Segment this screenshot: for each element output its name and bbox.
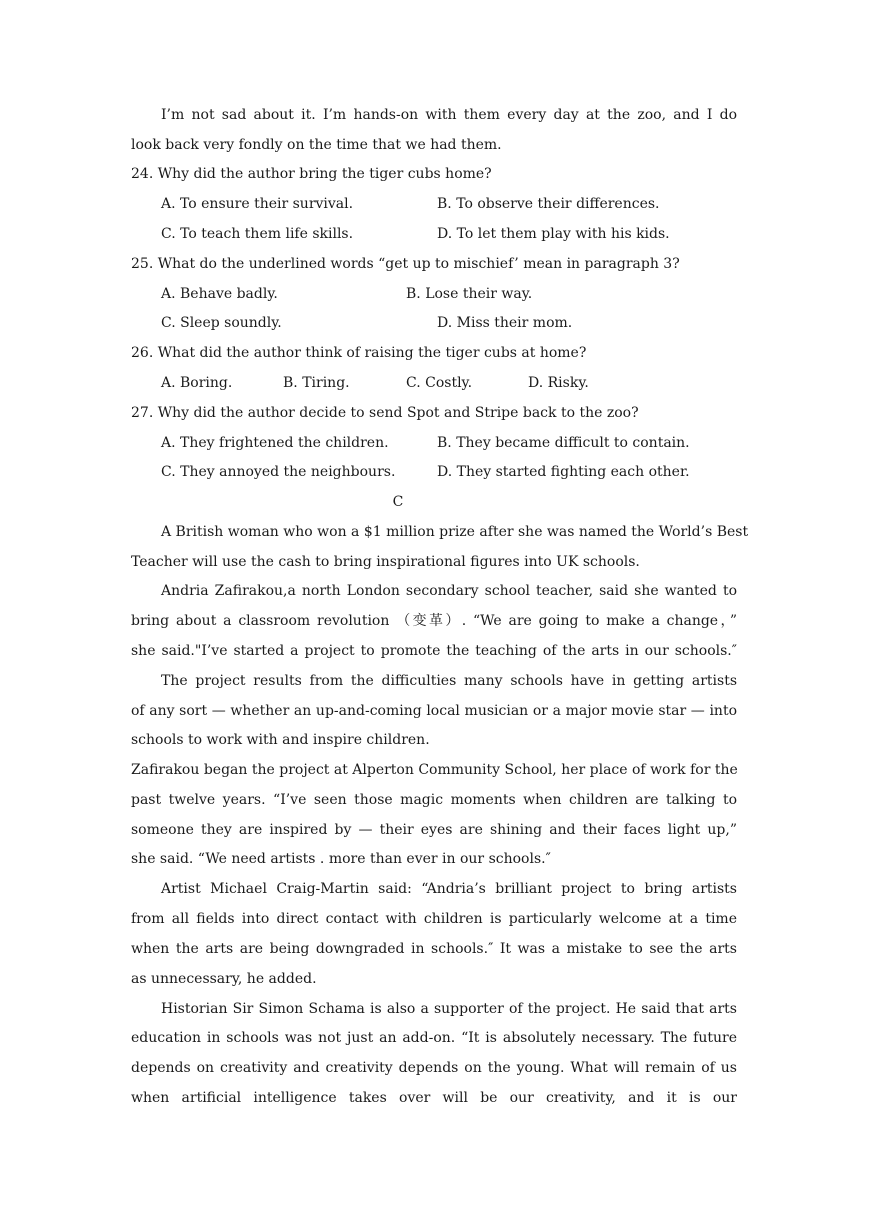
passage-line: as unnecessary, he added. (131, 971, 317, 987)
passage-line: education in schools was not just an add-on. “It is absolutely necessary. The future (131, 1030, 737, 1046)
passage-line: past twelve years. “I’ve seen those magic moments when children are talking to (131, 792, 737, 808)
option-a[interactable]: A. Behave badly. (161, 286, 278, 302)
option-a[interactable]: A. To ensure their survival. (161, 196, 354, 212)
question-stem-24: 24. Why did the author bring the tiger cubs home? (131, 166, 492, 182)
passage-line: look back very fondly on the time that we had them. (131, 137, 502, 153)
option-b[interactable]: B. Tiring. (283, 375, 350, 391)
question-stem-26: 26. What did the author think of raising the tiger cubs at home? (131, 345, 587, 361)
passage-line: of any sort — whether an up-and-coming local musician or a major movie star — into (131, 703, 737, 719)
question-stem-25: 25. What do the underlined words “get up to mischief’ mean in paragraph 3? (131, 256, 680, 272)
option-c[interactable]: C. They annoyed the neighbours. (161, 464, 396, 480)
passage-line: when the arts are being downgraded in schools.″ It was a mistake to see the arts (131, 941, 737, 957)
option-b[interactable]: B. Lose their way. (406, 286, 533, 302)
section-heading: C (392, 494, 404, 510)
passage-line: Zafirakou began the project at Alperton Community School, her place of work for the (131, 762, 738, 778)
passage-line: she said."I’ve started a project to promote the teaching of the arts in our schools.″ (131, 643, 737, 659)
passage-line: bring about a classroom revolution （变革）. “We are going to make a change，” (131, 613, 737, 629)
passage-line: Teacher will use the cash to bring inspirational figures into UK schools. (131, 554, 640, 570)
option-a[interactable]: A. Boring. (161, 375, 233, 391)
passage-line: Historian Sir Simon Schama is also a supporter of the project. He said that arts (161, 1001, 737, 1017)
option-b[interactable]: B. They became difficult to contain. (437, 435, 690, 451)
options-row (161, 374, 741, 392)
passage-line: she said. “We need artists . more than ever in our schools.″ (131, 851, 551, 867)
options-row (161, 463, 741, 481)
option-a[interactable]: A. They frightened the children. (161, 435, 389, 451)
passage-line: depends on creativity and creativity depends on the young. What will remain of us (131, 1060, 737, 1076)
options-row (161, 285, 741, 303)
option-b[interactable]: B. To observe their differences. (437, 196, 660, 212)
passage-line: Artist Michael Craig-Martin said: “Andria’s brilliant project to bring artists (161, 881, 737, 897)
option-c[interactable]: C. Costly. (406, 375, 473, 391)
passage-line: The project results from the difficulties many schools have in getting artists (161, 673, 737, 689)
passage-line: someone they are inspired by — their eyes are shining and their faces light up,” (131, 822, 737, 838)
option-d[interactable]: D. To let them play with his kids. (437, 226, 670, 242)
passage-line: I’m not sad about it. I’m hands-on with them every day at the zoo, and I do (161, 107, 737, 123)
option-d[interactable]: D. They started fighting each other. (437, 464, 690, 480)
passage-line: schools to work with and inspire children. (131, 732, 430, 748)
passage-line: A British woman who won a $1 million prize after she was named the World’s Best (161, 524, 749, 540)
option-d[interactable]: D. Risky. (528, 375, 589, 391)
option-d[interactable]: D. Miss their mom. (437, 315, 573, 331)
passage-line: when artificial intelligence takes over will be our creativity, and it is our (131, 1090, 737, 1106)
passage-line: from all fields into direct contact with children is particularly welcome at a time (131, 911, 737, 927)
options-row (161, 314, 741, 332)
option-c[interactable]: C. To teach them life skills. (161, 226, 354, 242)
options-row (161, 434, 741, 452)
options-row (161, 225, 741, 243)
passage-line: Andria Zafirakou,a north London secondary school teacher, said she wanted to (161, 583, 737, 599)
option-c[interactable]: C. Sleep soundly. (161, 315, 282, 331)
options-row (161, 195, 741, 213)
question-stem-27: 27. Why did the author decide to send Spot and Stripe back to the zoo? (131, 405, 639, 421)
